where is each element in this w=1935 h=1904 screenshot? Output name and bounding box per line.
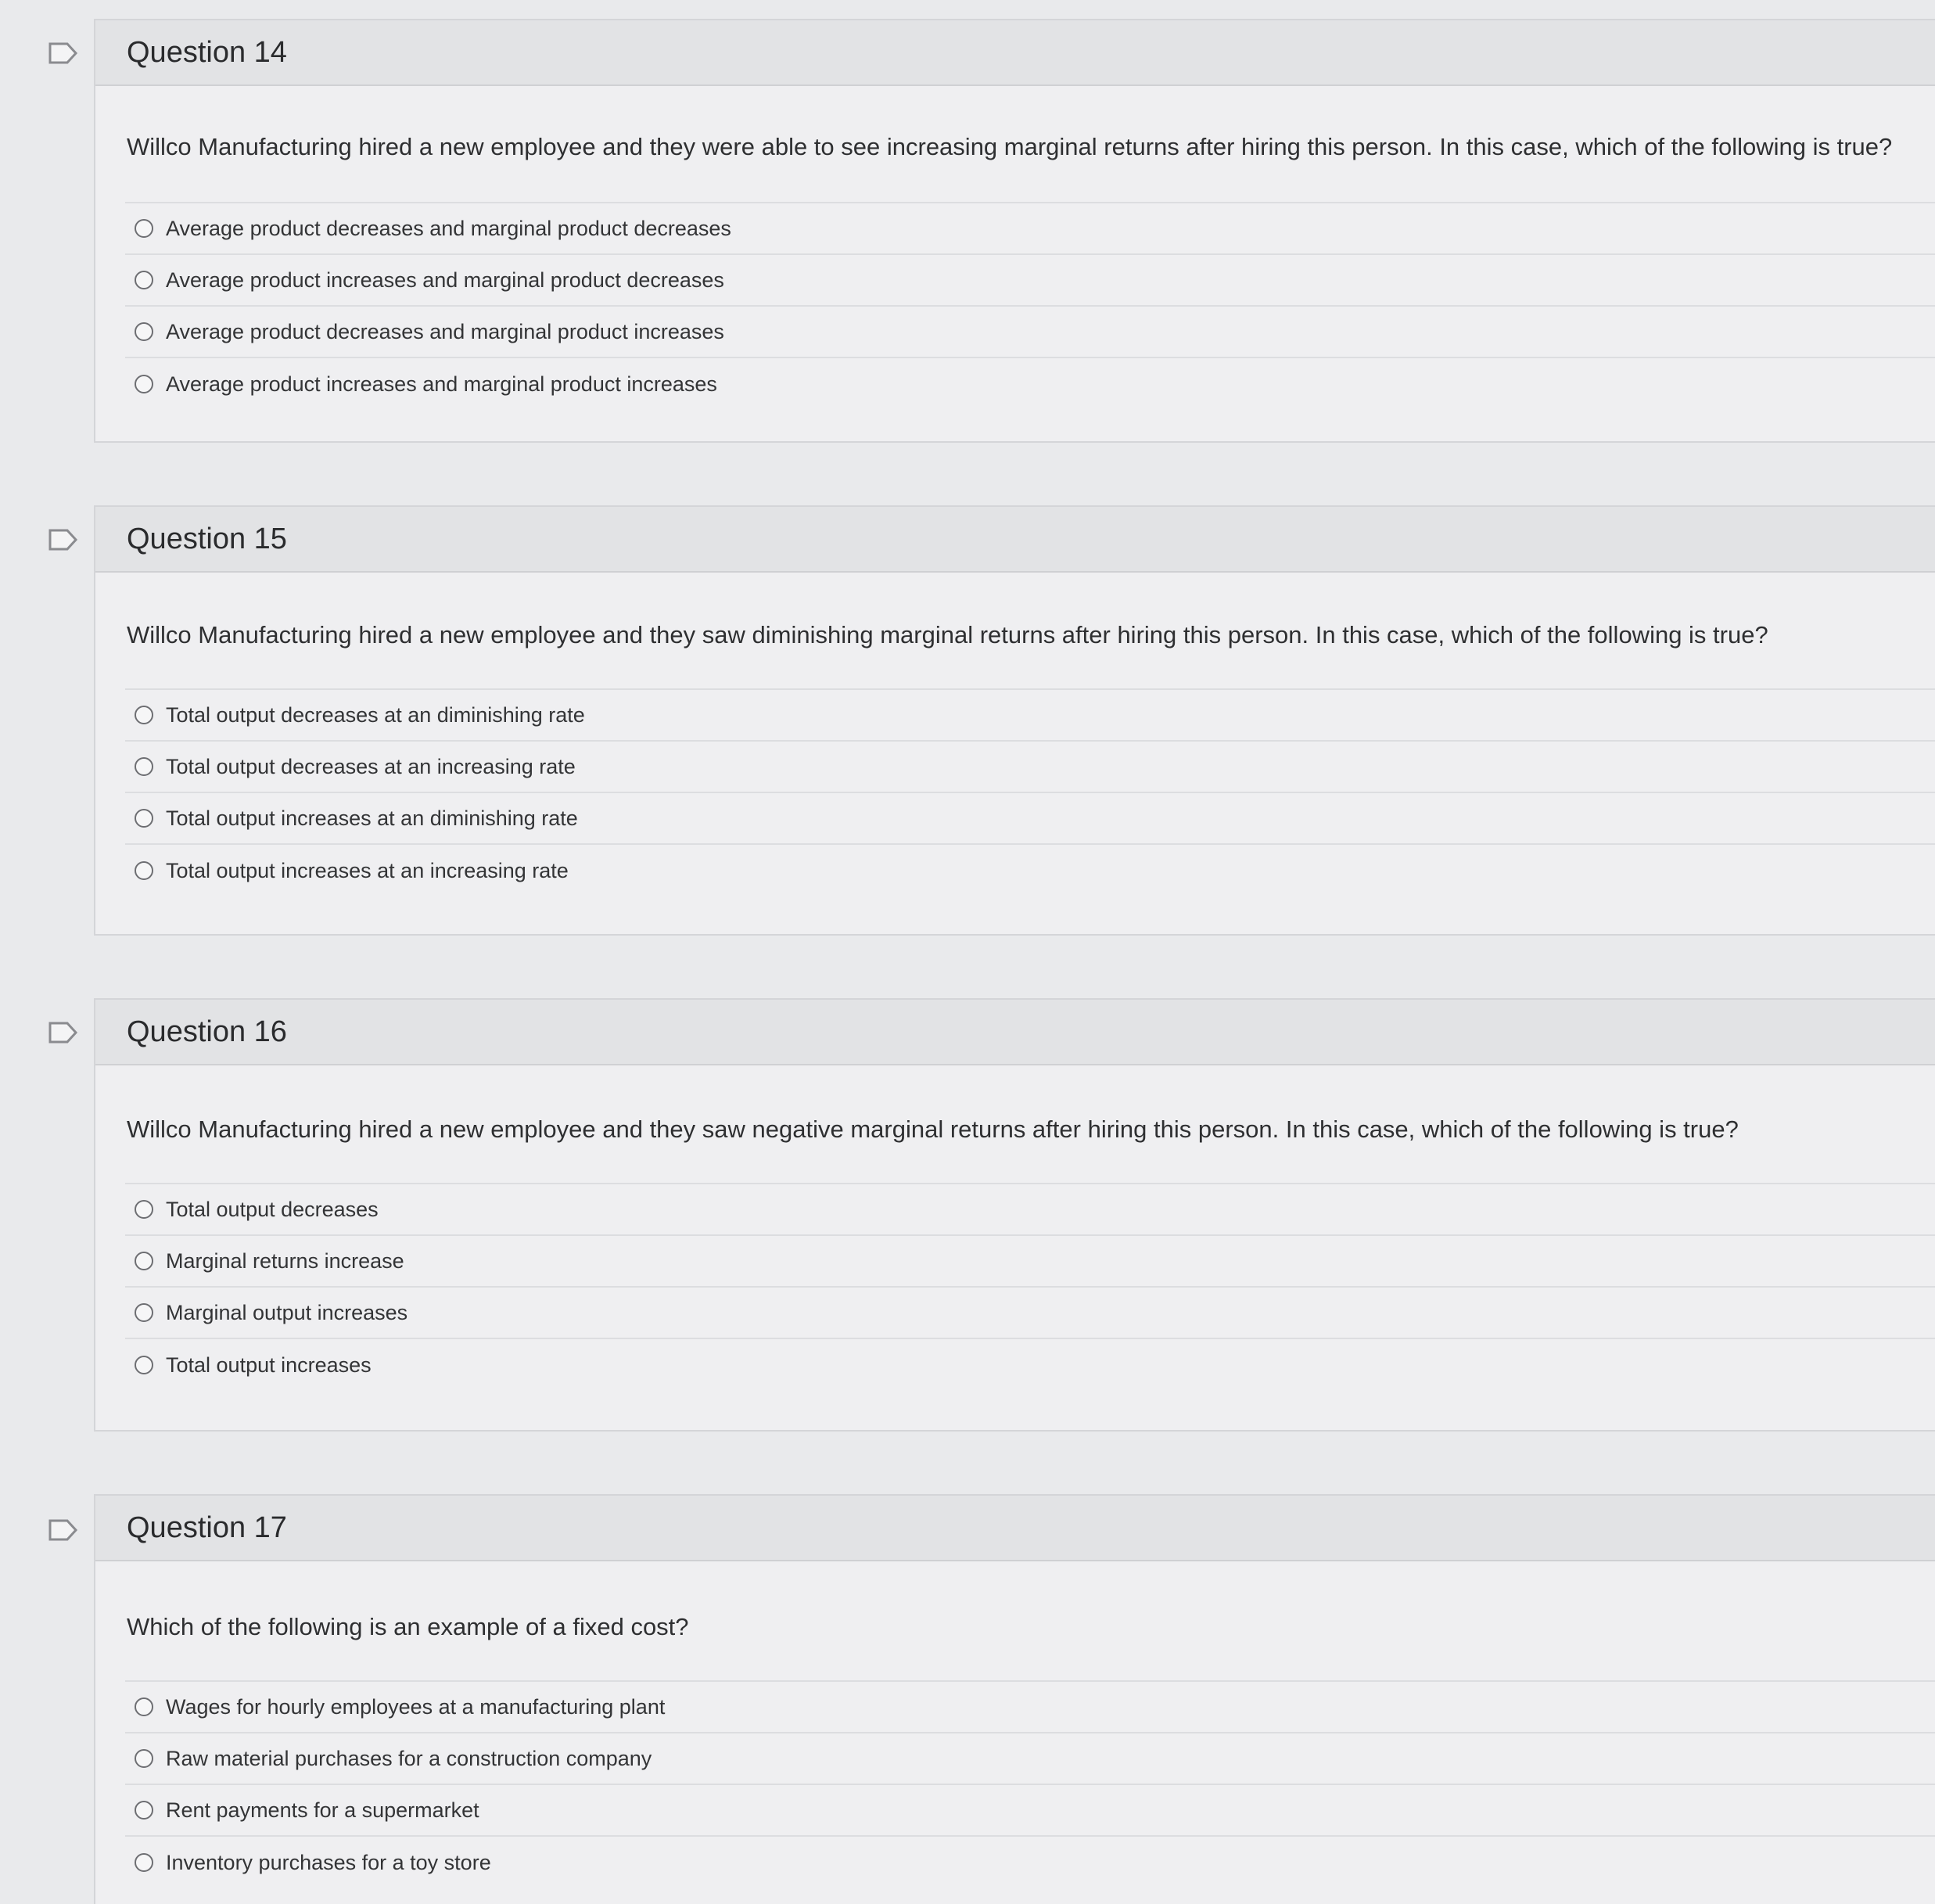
question-title: Question 17 [127,1511,287,1544]
question-card [94,998,1935,1432]
answer-label: Total output increases [166,1353,372,1377]
answer-option[interactable] [125,690,1935,742]
question-text: Which of the following is an example of a fixed cost? [127,1613,689,1640]
question-title: Question 15 [127,522,287,555]
question-card [94,19,1935,443]
answer-list [125,202,1935,410]
answer-option[interactable] [125,307,1935,358]
question-card [94,1494,1935,1904]
question-text: Willco Manufacturing hired a new employee and they saw negative marginal returns after hiring this person. In this case, which of the following is true? [127,1115,1739,1143]
answer-label: Inventory purchases for a toy store [166,1850,491,1874]
answer-list [125,1183,1935,1391]
radio-button[interactable] [135,1749,153,1768]
question-title: Question 14 [127,35,287,69]
radio-button[interactable] [135,757,153,776]
radio-button[interactable] [135,1853,153,1872]
flag-icon[interactable] [47,1020,80,1045]
answer-label: Average product decreases and marginal product increases [166,319,724,343]
answer-label: Total output decreases at an increasing rate [166,754,576,778]
answer-option[interactable] [125,1339,1935,1391]
answer-label: Marginal returns increase [166,1248,404,1273]
radio-button[interactable] [135,219,153,238]
answer-option[interactable] [125,845,1935,896]
question-header [95,507,1935,573]
answer-option[interactable] [125,255,1935,307]
answer-label: Total output increases at an increasing rate [166,858,569,882]
answer-label: Rent payments for a supermarket [166,1798,479,1822]
question-text: Willco Manufacturing hired a new employee and they were able to see increasing marginal returns after hiring this person. In this case, which of the following is true? [127,133,1893,160]
radio-button[interactable] [135,861,153,880]
answer-option[interactable] [125,1236,1935,1288]
answer-option[interactable] [125,203,1935,255]
answer-option[interactable] [125,1288,1935,1339]
question-card [94,505,1935,936]
answer-option[interactable] [125,793,1935,845]
question-header [95,1000,1935,1065]
answer-list [125,1680,1935,1888]
answer-option[interactable] [125,358,1935,410]
radio-button[interactable] [135,1303,153,1322]
question-header [95,1496,1935,1561]
flag-icon[interactable] [47,41,80,66]
answer-label: Wages for hourly employees at a manufacturing plant [166,1694,666,1719]
answer-option[interactable] [125,1184,1935,1236]
question-text: Willco Manufacturing hired a new employee and they saw diminishing marginal returns after hiring this person. In this case, which of the following is true? [127,621,1768,648]
radio-button[interactable] [135,809,153,828]
question-title: Question 16 [127,1015,287,1048]
answer-label: Average product increases and marginal product increases [166,372,717,396]
radio-button[interactable] [135,1200,153,1219]
answer-label: Marginal output increases [166,1300,408,1324]
flag-icon[interactable] [47,1518,80,1543]
answer-option[interactable] [125,1837,1935,1888]
answer-option[interactable] [125,1682,1935,1733]
answer-label: Average product increases and marginal product decreases [166,268,724,292]
answer-label: Total output decreases [166,1197,379,1221]
radio-button[interactable] [135,1356,153,1374]
flag-icon[interactable] [47,527,80,552]
radio-button[interactable] [135,271,153,289]
answer-label: Raw material purchases for a construction company [166,1746,652,1770]
radio-button[interactable] [135,322,153,341]
radio-button[interactable] [135,1801,153,1820]
answer-label: Total output increases at an diminishing rate [166,806,578,830]
answer-option[interactable] [125,1785,1935,1837]
radio-button[interactable] [135,375,153,393]
radio-button[interactable] [135,1697,153,1716]
answer-option[interactable] [125,742,1935,793]
answer-list [125,688,1935,896]
question-header [95,20,1935,86]
answer-label: Average product decreases and marginal product decreases [166,216,731,240]
radio-button[interactable] [135,706,153,724]
radio-button[interactable] [135,1252,153,1270]
answer-label: Total output decreases at an diminishing rate [166,702,585,727]
answer-option[interactable] [125,1733,1935,1785]
